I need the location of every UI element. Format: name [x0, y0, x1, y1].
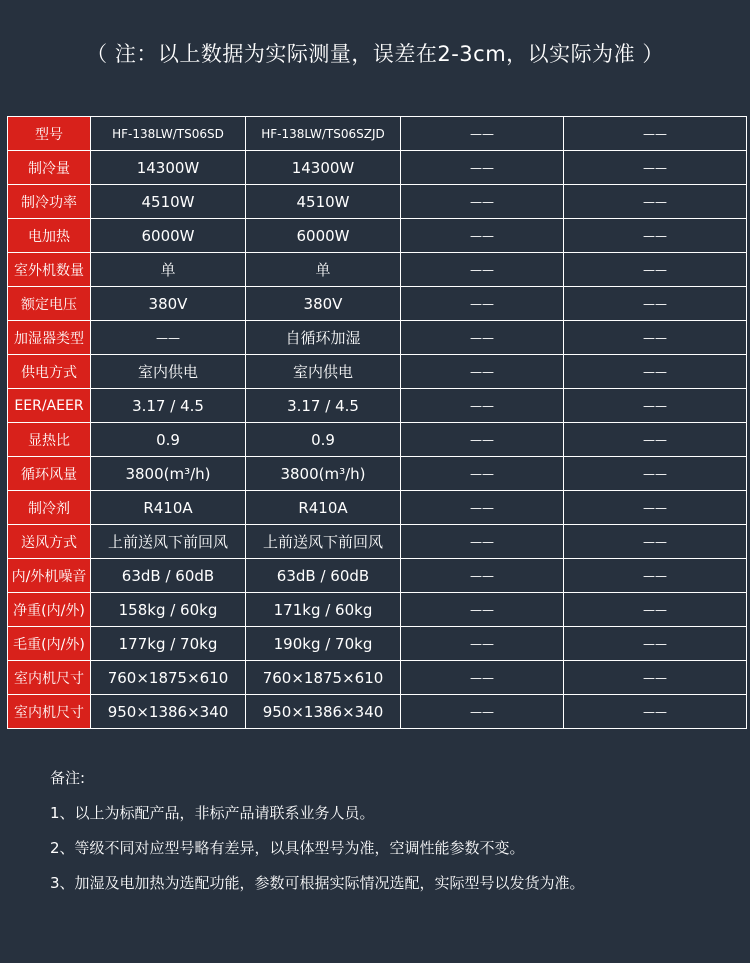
cell-value-4: ——: [564, 661, 747, 695]
cell-value-2: 自循环加湿: [246, 321, 401, 355]
cell-value-1: 4510W: [91, 185, 246, 219]
table-row: [8, 151, 747, 185]
cell-value-4: ——: [564, 593, 747, 627]
table-row: [8, 219, 747, 253]
cell-value-2: 6000W: [246, 219, 401, 253]
cell-value-4: ——: [564, 457, 747, 491]
cell-value-1: R410A: [91, 491, 246, 525]
cell-value-3: ——: [401, 151, 564, 185]
cell-value-3: ——: [401, 219, 564, 253]
row-label: 净重(内/外): [8, 593, 91, 627]
cell-value-3: ——: [401, 287, 564, 321]
cell-value-4: ——: [564, 355, 747, 389]
cell-value-3: ——: [401, 559, 564, 593]
table-row: [8, 423, 747, 457]
table-row: [8, 389, 747, 423]
cell-value-2: R410A: [246, 491, 401, 525]
row-label: 室外机数量: [8, 253, 91, 287]
table-row: [8, 559, 747, 593]
row-label: 内/外机噪音: [8, 559, 91, 593]
cell-value-4: ——: [564, 627, 747, 661]
cell-value-1: 380V: [91, 287, 246, 321]
measurement-note: （ 注：以上数据为实际测量，误差在2-3cm，以实际为准 ）: [86, 42, 664, 66]
cell-value-2: 760×1875×610: [246, 661, 401, 695]
row-label: 毛重(内/外): [8, 627, 91, 661]
cell-value-1: 158kg / 60kg: [91, 593, 246, 627]
row-label: 制冷剂: [8, 491, 91, 525]
cell-value-2: 3800(m³/h): [246, 457, 401, 491]
cell-value-2: 上前送风下前回风: [246, 525, 401, 559]
table-row: [8, 627, 747, 661]
table-row: [8, 525, 747, 559]
table-row: [8, 491, 747, 525]
row-label: 型号: [8, 117, 91, 151]
cell-value-4: ——: [564, 287, 747, 321]
cell-value-4: ——: [564, 321, 747, 355]
cell-value-3: ——: [401, 389, 564, 423]
table-row: [8, 457, 747, 491]
cell-value-3: ——: [401, 457, 564, 491]
cell-value-2: 63dB / 60dB: [246, 559, 401, 593]
spec-table: [7, 116, 747, 729]
cell-value-1: 14300W: [91, 151, 246, 185]
cell-value-4: ——: [564, 253, 747, 287]
cell-value-2: 0.9: [246, 423, 401, 457]
cell-value-1: 单: [91, 253, 246, 287]
cell-value-4: ——: [564, 185, 747, 219]
cell-value-2: 14300W: [246, 151, 401, 185]
cell-value-1: 177kg / 70kg: [91, 627, 246, 661]
cell-value-2: 190kg / 70kg: [246, 627, 401, 661]
model-value-2: HF-138LW/TS06SZJD: [246, 117, 401, 151]
remark-item: 3、加湿及电加热为选配功能，参数可根据实际情况选配，实际型号以发货为准。: [50, 874, 585, 892]
cell-value-3: ——: [401, 321, 564, 355]
cell-value-3: ——: [401, 185, 564, 219]
cell-value-4: ——: [564, 525, 747, 559]
row-label: 显热比: [8, 423, 91, 457]
cell-value-3: ——: [401, 661, 564, 695]
cell-value-3: ——: [401, 627, 564, 661]
cell-value-2: 单: [246, 253, 401, 287]
cell-value-1: 上前送风下前回风: [91, 525, 246, 559]
model-value-3: ——: [401, 117, 564, 151]
cell-value-2: 171kg / 60kg: [246, 593, 401, 627]
cell-value-3: ——: [401, 695, 564, 729]
row-label: 电加热: [8, 219, 91, 253]
row-label: 循环风量: [8, 457, 91, 491]
cell-value-4: ——: [564, 219, 747, 253]
cell-value-1: ——: [91, 321, 246, 355]
cell-value-1: 950×1386×340: [91, 695, 246, 729]
table-row: [8, 695, 747, 729]
table-row: [8, 355, 747, 389]
row-label: 送风方式: [8, 525, 91, 559]
table-row: [8, 661, 747, 695]
cell-value-3: ——: [401, 355, 564, 389]
cell-value-1: 760×1875×610: [91, 661, 246, 695]
row-label: 制冷量: [8, 151, 91, 185]
cell-value-4: ——: [564, 151, 747, 185]
cell-value-4: ——: [564, 389, 747, 423]
cell-value-1: 6000W: [91, 219, 246, 253]
cell-value-2: 室内供电: [246, 355, 401, 389]
cell-value-2: 380V: [246, 287, 401, 321]
table-row: [8, 253, 747, 287]
table-row: [8, 321, 747, 355]
spec-table-body: [8, 117, 747, 729]
cell-value-3: ——: [401, 491, 564, 525]
remarks-section: [50, 768, 585, 908]
cell-value-3: ——: [401, 253, 564, 287]
table-row: [8, 593, 747, 627]
cell-value-3: ——: [401, 423, 564, 457]
cell-value-4: ——: [564, 695, 747, 729]
cell-value-1: 0.9: [91, 423, 246, 457]
model-value-1: HF-138LW/TS06SD: [91, 117, 246, 151]
model-value-4: ——: [564, 117, 747, 151]
table-row: [8, 287, 747, 321]
cell-value-3: ——: [401, 593, 564, 627]
cell-value-3: ——: [401, 525, 564, 559]
cell-value-1: 3800(m³/h): [91, 457, 246, 491]
cell-value-4: ——: [564, 559, 747, 593]
row-label: 额定电压: [8, 287, 91, 321]
cell-value-2: 3.17 / 4.5: [246, 389, 401, 423]
cell-value-4: ——: [564, 491, 747, 525]
remarks-title: 备注:: [50, 769, 86, 787]
row-label: 室内机尺寸: [8, 661, 91, 695]
row-label: 加湿器类型: [8, 321, 91, 355]
remark-item: 2、等级不同对应型号略有差异，以具体型号为准，空调性能参数不变。: [50, 839, 525, 857]
cell-value-1: 3.17 / 4.5: [91, 389, 246, 423]
row-label: EER/AEER: [8, 389, 91, 423]
remark-item: 1、以上为标配产品，非标产品请联系业务人员。: [50, 804, 375, 822]
row-label: 制冷功率: [8, 185, 91, 219]
cell-value-1: 室内供电: [91, 355, 246, 389]
table-row: [8, 117, 747, 151]
table-row: [8, 185, 747, 219]
row-label: 室内机尺寸: [8, 695, 91, 729]
cell-value-2: 950×1386×340: [246, 695, 401, 729]
cell-value-1: 63dB / 60dB: [91, 559, 246, 593]
cell-value-4: ——: [564, 423, 747, 457]
row-label: 供电方式: [8, 355, 91, 389]
cell-value-2: 4510W: [246, 185, 401, 219]
